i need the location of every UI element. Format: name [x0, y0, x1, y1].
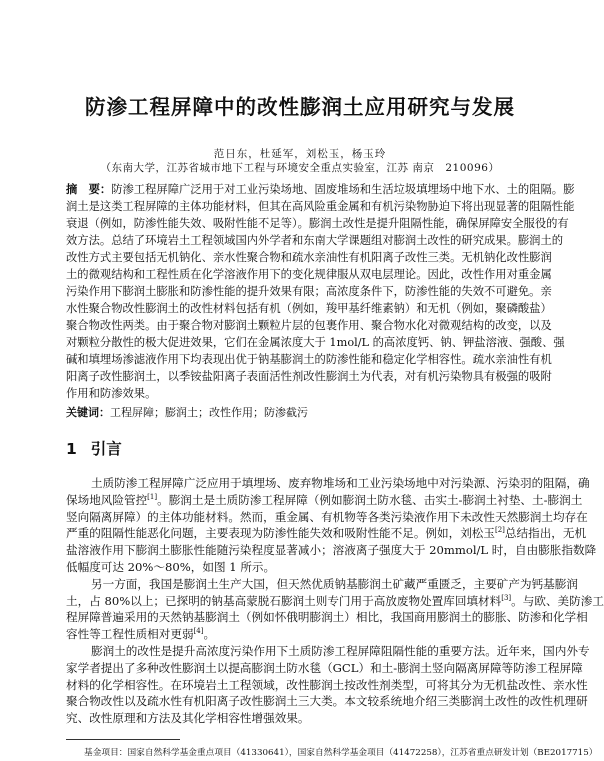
text-line: 膨润土的改性是提升高浓度污染作用下土质防渗工程屏障阻隔性能的重要方法。近年来，国内外专: [91, 643, 590, 658]
paper-title: 防渗工程屏障中的改性膨润土应用研究与发展: [85, 95, 515, 119]
text-segment: 保场地风险管控: [66, 492, 148, 507]
text-line: 改性方式主要包括无机钠化、亲水性聚合物和疏水亲油性有机阳离子改性三类。无机钠化改性膨润: [66, 251, 552, 264]
text-segment: 严重的阻隔性能恶化问题，主要表现为防渗性能失效和吸附性能不足。例如，刘松玉: [66, 526, 495, 541]
text-line: 程屏障普遍采用的天然钠基膨润土（例如怀俄明膨润土）相比，我国商用膨润土的膨胀、防渗和化学相: [66, 610, 588, 625]
text-line: 污染作用下膨润土膨胀和防渗性能的提升效果有限；高浓度条件下，防渗性能的失效不可避免。亲: [66, 285, 552, 298]
funding-footnote: 基金项目：国家自然科学基金重点项目（41330641），国家自然科学基金项目（41472258），江苏省重点研发计划（BE2017715）: [84, 748, 598, 758]
citation-ref[interactable]: [2]: [494, 526, 505, 535]
text-line: 碱和填埋场渗滤液作用下均表现出优于钠基膨润土的防渗性能和稳定化学相容性。疏水亲油性有机: [66, 353, 552, 366]
abstract: [66, 181, 575, 402]
text-line: 聚合物改性两类。由于聚合物对膨润土颗粒片层的包裹作用、聚合物水化对微观结构的改变，以及: [66, 319, 552, 332]
section-title: 引言: [90, 440, 122, 458]
footnote-divider: [66, 739, 180, 740]
text-line: 对颗粒分散性的极大促进效果，它们在金属浓度大于 1mol/L 的高浓度钙、钠、钾盐溶液、强酸、强: [66, 336, 565, 349]
text-segment: 。: [203, 627, 216, 642]
text-line: [66, 593, 604, 610]
text-line: 效方法。总结了环境岩土工程领域国内外学者和东南大学课题组对膨润土改性的研究成果。膨润土的: [66, 234, 564, 247]
text-line: 润土是这类工程屏障的主体功能材料，但其在高风险重金属和有机污染物胁迫下将出现显著的阻隔性能: [66, 200, 575, 213]
text-line: 盐溶液作用下膨润土膨胀性能随污染程度显著减小；溶液离子强度大于 20mmol/L 时，自由膨胀指数降: [66, 543, 597, 558]
text-segment: 。与欧、美防渗工: [511, 593, 604, 608]
text-segment: 土，占 80%以上；已探明的钠基高蒙脱石膨润土则专门用于高放废物处置库回填材料: [66, 593, 502, 608]
text-segment: 容性等工程性质相对更弱: [66, 627, 194, 642]
text-segment: 。膨润土是土质防渗工程屏障（例如膨润土防水毯、击实土-膨润土衬垫、土-膨润土: [157, 492, 583, 507]
text-line: 究、改性原理和方法及其化学相容性增强效果。: [66, 711, 310, 726]
text-line: 作用和防渗效果。: [66, 387, 157, 400]
author-list: 范日东，杜延军，刘松玉，杨玉玲: [213, 148, 387, 160]
affiliation: （东南大学，江苏省城市地下工程与环境安全重点实验室，江苏 南京 210096）: [100, 162, 500, 174]
citation-ref[interactable]: [1]: [147, 492, 158, 501]
section-heading: [66, 437, 122, 459]
text-line: 衰退（例如，防渗性能失效、吸附性能不足等）。膨润土改性是提升阻隔性能，确保屏障安全服役的有: [66, 217, 569, 230]
text-line: 材料的化学相容性。在环境岩土工程领域，改性膨润土按改性剂类型，可将其分为无机盐改性、亲水性: [66, 677, 588, 692]
text-line: [66, 181, 575, 198]
text-segment: 总结指出，无机: [504, 526, 587, 541]
text-line: 土的微观结构和工程性质在化学溶液作用下的变化规律服从双电层理论。因此，改性作用对重金属: [66, 268, 552, 281]
keywords-text: 工程屏障；膨润土；改性作用；防渗截污: [110, 406, 308, 419]
text-line: 竖向隔离屏障）的主体功能材料。然而，重金属、有机物等各类污染液作用下未改性天然膨润土均存在: [66, 509, 588, 524]
text-line: 水性聚合物改性膨润土的改性材料包括有机（例如，羧甲基纤维素钠）和无机（例如，聚磷酸盐）: [66, 302, 552, 315]
text-line: [66, 492, 583, 509]
text-line: 聚合物改性以及疏水性有机阳离子改性膨润土三大类。本文较系统地介绍三类膨润土改性的改性机理研: [66, 694, 588, 709]
citation-ref[interactable]: [3]: [501, 593, 512, 602]
keywords: [66, 404, 308, 420]
body-text: [66, 475, 604, 727]
text-line: [66, 626, 537, 643]
section-number: 1: [66, 440, 77, 458]
citation-ref[interactable]: [4]: [193, 627, 204, 636]
text-line: 土质防渗工程屏障广泛应用于填埋场、废弃物堆场和工业污染场地中对污染源、污染羽的阻隔，确: [91, 476, 590, 490]
abstract-label: 摘 要：: [66, 183, 112, 196]
text-segment: 防渗工程屏障广泛用于对工业污染场地、固废堆场和生活垃圾填埋场中地下水、土的阻隔。膨: [111, 183, 575, 196]
text-line: 阳离子改性膨润土，以季铵盐阳离子表面活性剂改性膨润土为代表，对有机污染物具有极强的吸附: [66, 370, 552, 383]
text-line: [66, 525, 587, 542]
text-line: 家学者提出了多种改性膨润土以提高膨润土防水毯（GCL）和土-膨润土竖向隔离屏障等防渗工程屏障: [66, 660, 583, 675]
text-line: 低幅度可达 20%～80%，如图 1 所示。: [66, 559, 276, 574]
text-line: 另一方面，我国是膨润土生产大国，但天然优质钠基膨润土矿藏严重匮乏，主要矿产为钙基膨润: [91, 576, 578, 591]
keywords-label: 关键词：: [66, 406, 110, 419]
